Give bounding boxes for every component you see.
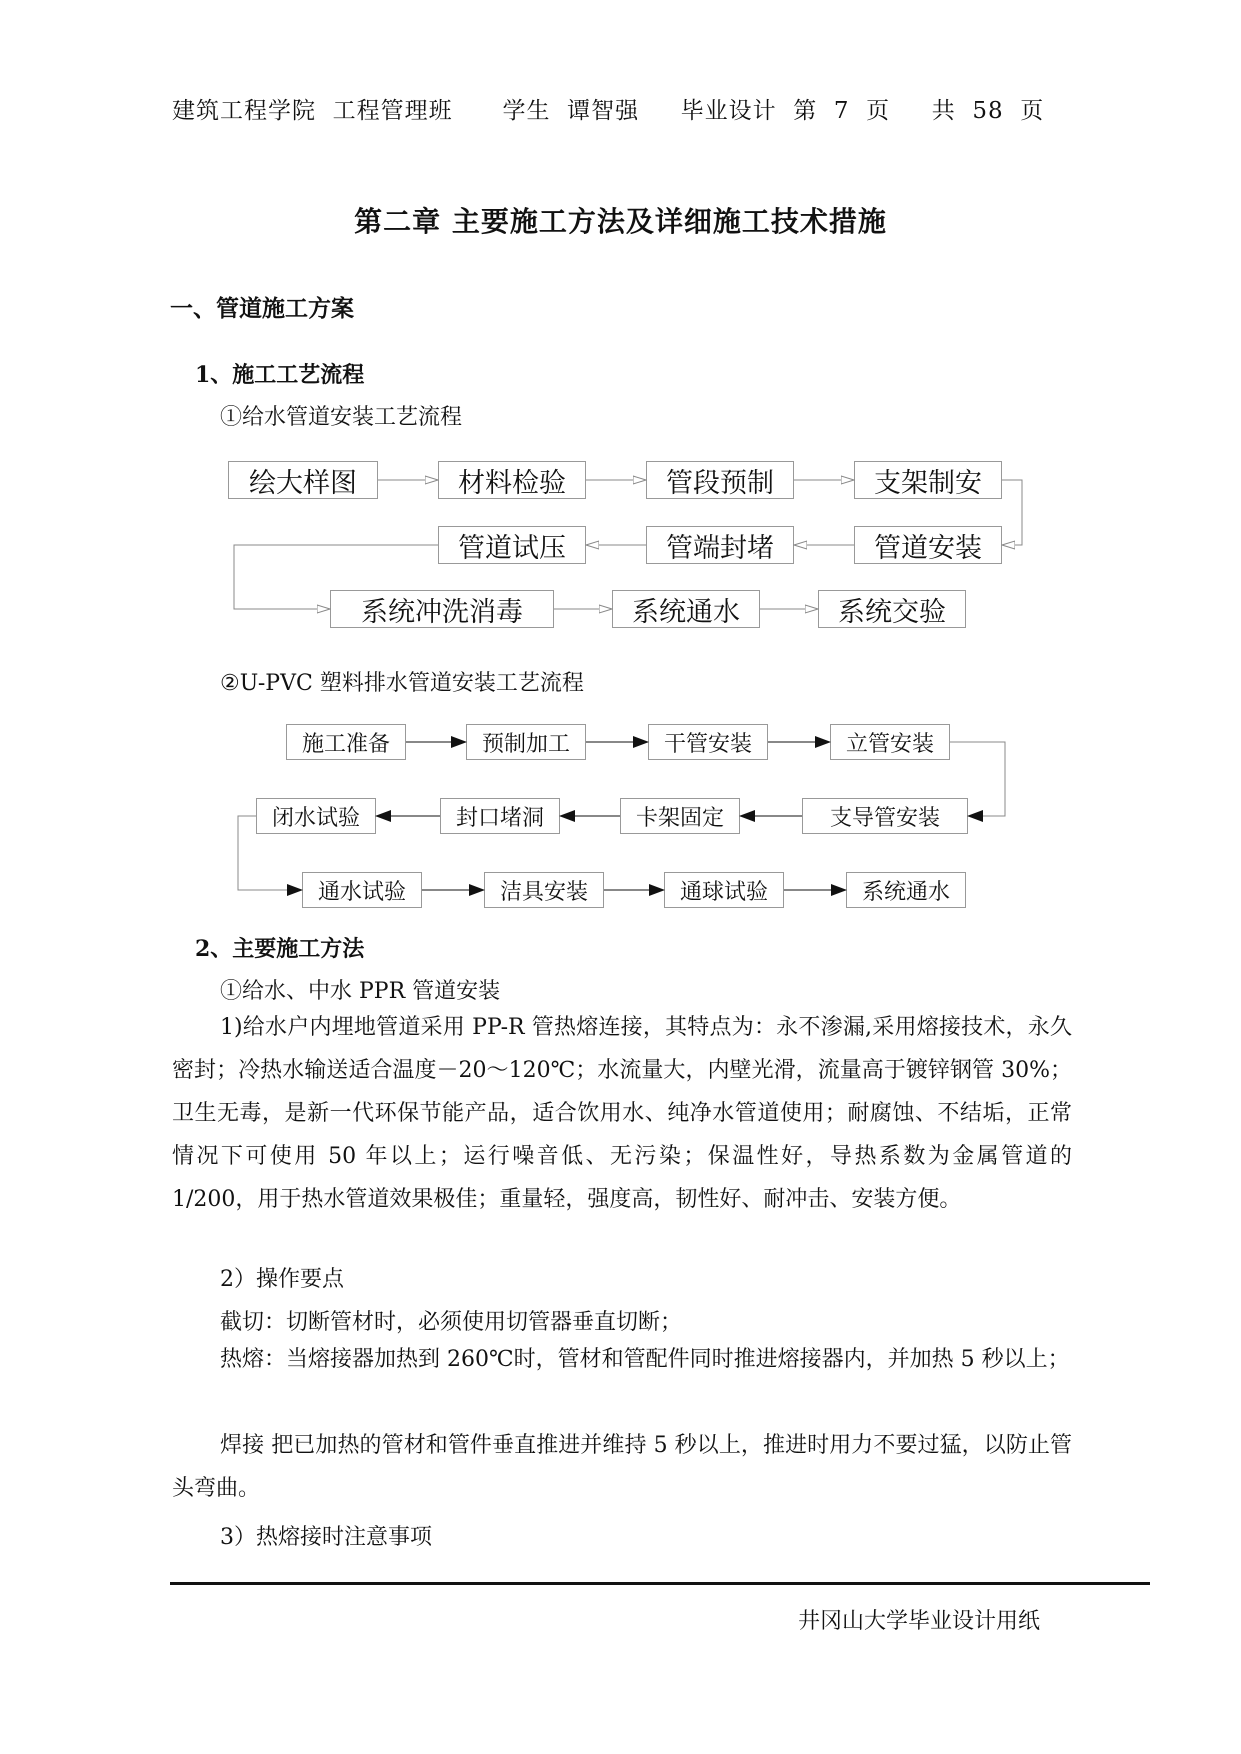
footer-divider [170, 1582, 1150, 1585]
flow1-arrow [1002, 480, 1022, 545]
flow1-step: 系统冲洗消毒 [330, 590, 554, 628]
flow2-step: 闭水试验 [256, 798, 376, 834]
page-header: 建筑工程学院 工程管理班 学生 谭智强 毕业设计 第 7 页 共 58 页 [172, 98, 1045, 124]
flow1-step: 系统通水 [612, 590, 760, 628]
flow2-step: 施工准备 [286, 724, 406, 760]
flow1-step: 管端封堵 [646, 526, 794, 564]
flow2-step: 立管安装 [830, 724, 950, 760]
ppr-title: ①给水、中水 PPR 管道安装 [220, 979, 501, 1004]
paragraph-welding: 焊接 把已加热的管材和管件垂直推进并维持 5 秒以上，推进时用力不要过猛，以防止管头弯曲。 [172, 1433, 1072, 1501]
subsection-heading-methods: 2、主要施工方法 [195, 936, 365, 962]
flow2-step: 通球试验 [664, 872, 784, 908]
paragraph-operation-points: 2）操作要点 [220, 1267, 344, 1292]
page-footer: 井冈山大学毕业设计用纸 [798, 1609, 1041, 1634]
flow2-step: 卡架固定 [620, 798, 740, 834]
flow1-step: 系统交验 [818, 590, 966, 628]
flow1-title: ①给水管道安装工艺流程 [220, 405, 463, 430]
section-heading: 一、管道施工方案 [170, 295, 354, 322]
paragraph-precautions: 3）热熔接时注意事项 [220, 1525, 432, 1550]
flow2-step: 洁具安装 [484, 872, 604, 908]
flow2-step: 通水试验 [302, 872, 422, 908]
flow2-step: 预制加工 [466, 724, 586, 760]
paragraph-hot-melt: 热熔：当熔接器加热到 260℃时，管材和管配件同时推进熔接器内，并加热 5 秒以上； [220, 1347, 1070, 1372]
flow2-step: 系统通水 [846, 872, 966, 908]
paragraph-ppr-features: 1)给水户内埋地管道采用 PP-R 管热熔连接，其特点为：永不渗漏,采用熔接技术，永久密封；冷热水输送适合温度－20～120℃；水流量大，内壁光滑，流量高于镀锌钢管 30%；卫生无毒，是新一代环保节能产品，适合饮用水、纯净水管道使用；耐腐蚀、不结垢，正常情况下可使用 50 年以上；运行噪音低、无污染；保温性好，导热系数为金属管道的 1/200，用于热水管道效果极佳；重量轻，强度高，韧性好、耐冲击、安装方便。 [172, 1015, 1072, 1212]
flow1-step: 支架制安 [854, 461, 1002, 499]
flow2-step: 支导管安装 [802, 798, 968, 834]
flow1-step: 材料检验 [438, 461, 586, 499]
flow2-step: 干管安装 [648, 724, 768, 760]
flow1-step: 绘大样图 [228, 461, 378, 499]
subsection-heading-process: 1、施工工艺流程 [195, 362, 365, 388]
flow1-step: 管道安装 [854, 526, 1002, 564]
paragraph-cutting: 截切：切断管材时，必须使用切管器垂直切断； [220, 1310, 683, 1335]
flow1-step: 管段预制 [646, 461, 794, 499]
flow1-step: 管道试压 [438, 526, 586, 564]
chapter-title: 第二章 主要施工方法及详细施工技术措施 [354, 205, 887, 238]
flow2-step: 封口堵洞 [440, 798, 560, 834]
flow2-title: ②U-PVC 塑料排水管道安装工艺流程 [220, 671, 584, 696]
